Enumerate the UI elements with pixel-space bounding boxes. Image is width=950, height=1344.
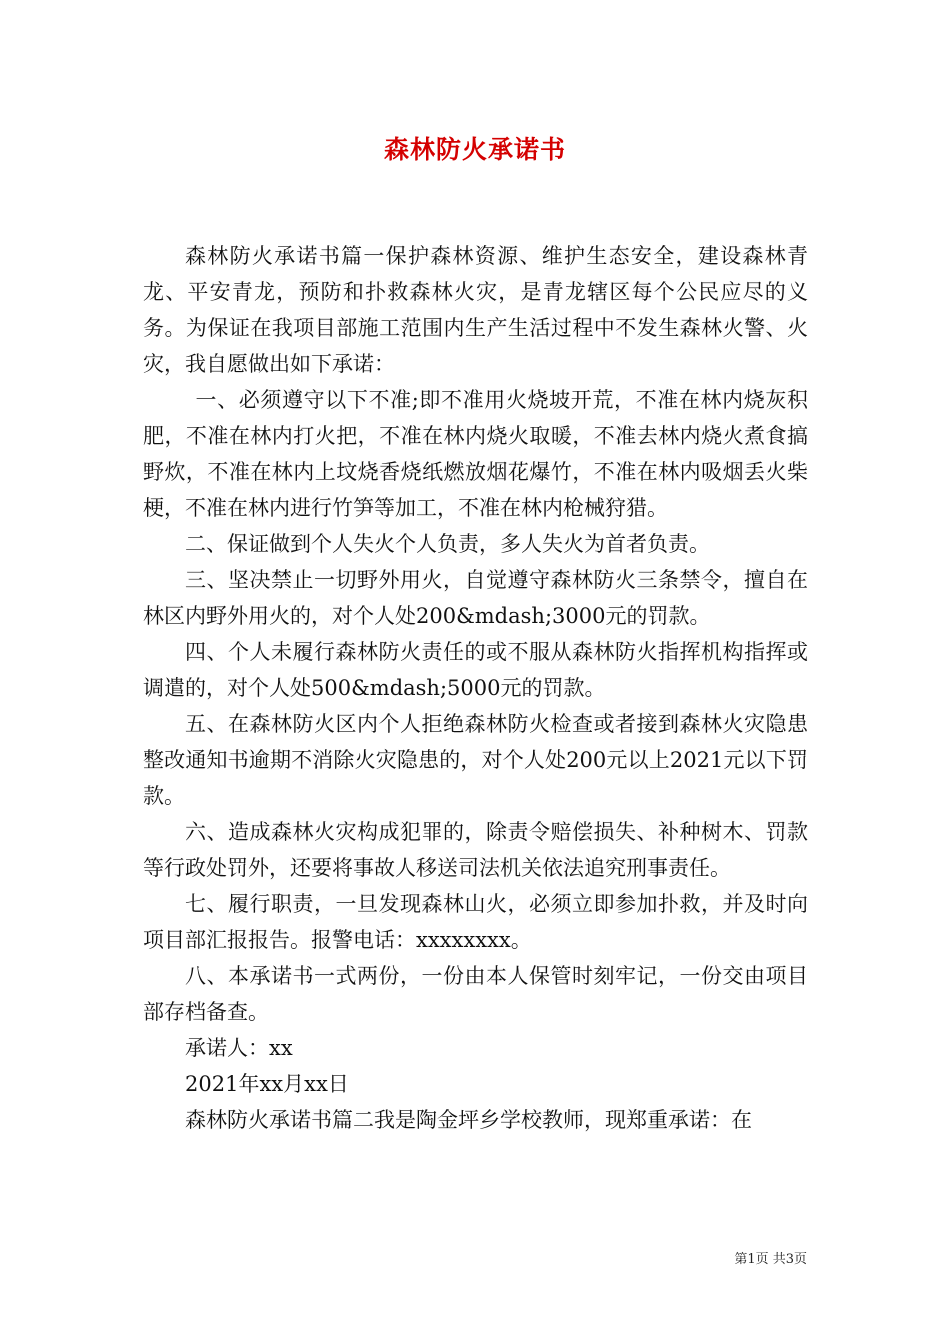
paragraph-item-4: 四、个人未履行森林防火责任的或不服从森林防火指挥机构指挥或调遣的，对个人处500&mdash;5000元的罚款。 xyxy=(143,640,808,700)
paragraph-item-2: 二、保证做到个人失火个人负责，多人失火为首者负责。 xyxy=(185,532,710,556)
date-line: 2021年xx月xx日 xyxy=(185,1072,349,1096)
paragraph-item-7: 七、履行职责，一旦发现森林山火，必须立即参加扑救，并及时向项目部汇报报告。报警电话：xxxxxxxx。 xyxy=(143,892,808,952)
paragraph-item-5: 五、在森林防火区内个人拒绝森林防火检查或者接到森林火灾隐患整改通知书逾期不消除火灾隐患的，对个人处200元以上2021元以下罚款。 xyxy=(143,712,808,808)
document-title: 森林防火承诺书 xyxy=(383,135,566,164)
paragraph-intro: 森林防火承诺书篇一保护森林资源、维护生态安全，建设森林青龙、平安青龙，预防和扑救森林火灾，是青龙辖区每个公民应尽的义务。为保证在我项目部施工范围内生产生活过程中不发生森林火警、火灾，我自愿做出如下承诺： xyxy=(143,244,808,376)
page-number-footer: 第1页 共3页 xyxy=(734,1252,807,1267)
document-body xyxy=(143,238,808,1138)
signatory-line: 承诺人：xx xyxy=(185,1036,293,1060)
paragraph-part-2-start: 森林防火承诺书篇二我是陶金坪乡学校教师，现郑重承诺：在 xyxy=(185,1108,752,1132)
paragraph-item-6: 六、造成森林火灾构成犯罪的，除责令赔偿损失、补种树木、罚款等行政处罚外，还要将事故人移送司法机关依法追究刑事责任。 xyxy=(143,820,808,880)
paragraph-item-8: 八、本承诺书一式两份，一份由本人保管时刻牢记，一份交由项目部存档备查。 xyxy=(143,964,808,1024)
paragraph-item-3: 三、坚决禁止一切野外用火，自觉遵守森林防火三条禁令，擅自在林区内野外用火的，对个人处200&mdash;3000元的罚款。 xyxy=(143,568,808,628)
paragraph-item-1: 一、必须遵守以下不准;即不准用火烧坡开荒，不准在林内烧灰积肥，不准在林内打火把，不准在林内烧火取暖，不准去林内烧火煮食搞野炊，不准在林内上坟烧香烧纸燃放烟花爆竹，不准在林内吸烟丢火柴梗，不准在林内进行竹笋等加工，不准在林内枪械狩猎。 xyxy=(143,388,808,520)
